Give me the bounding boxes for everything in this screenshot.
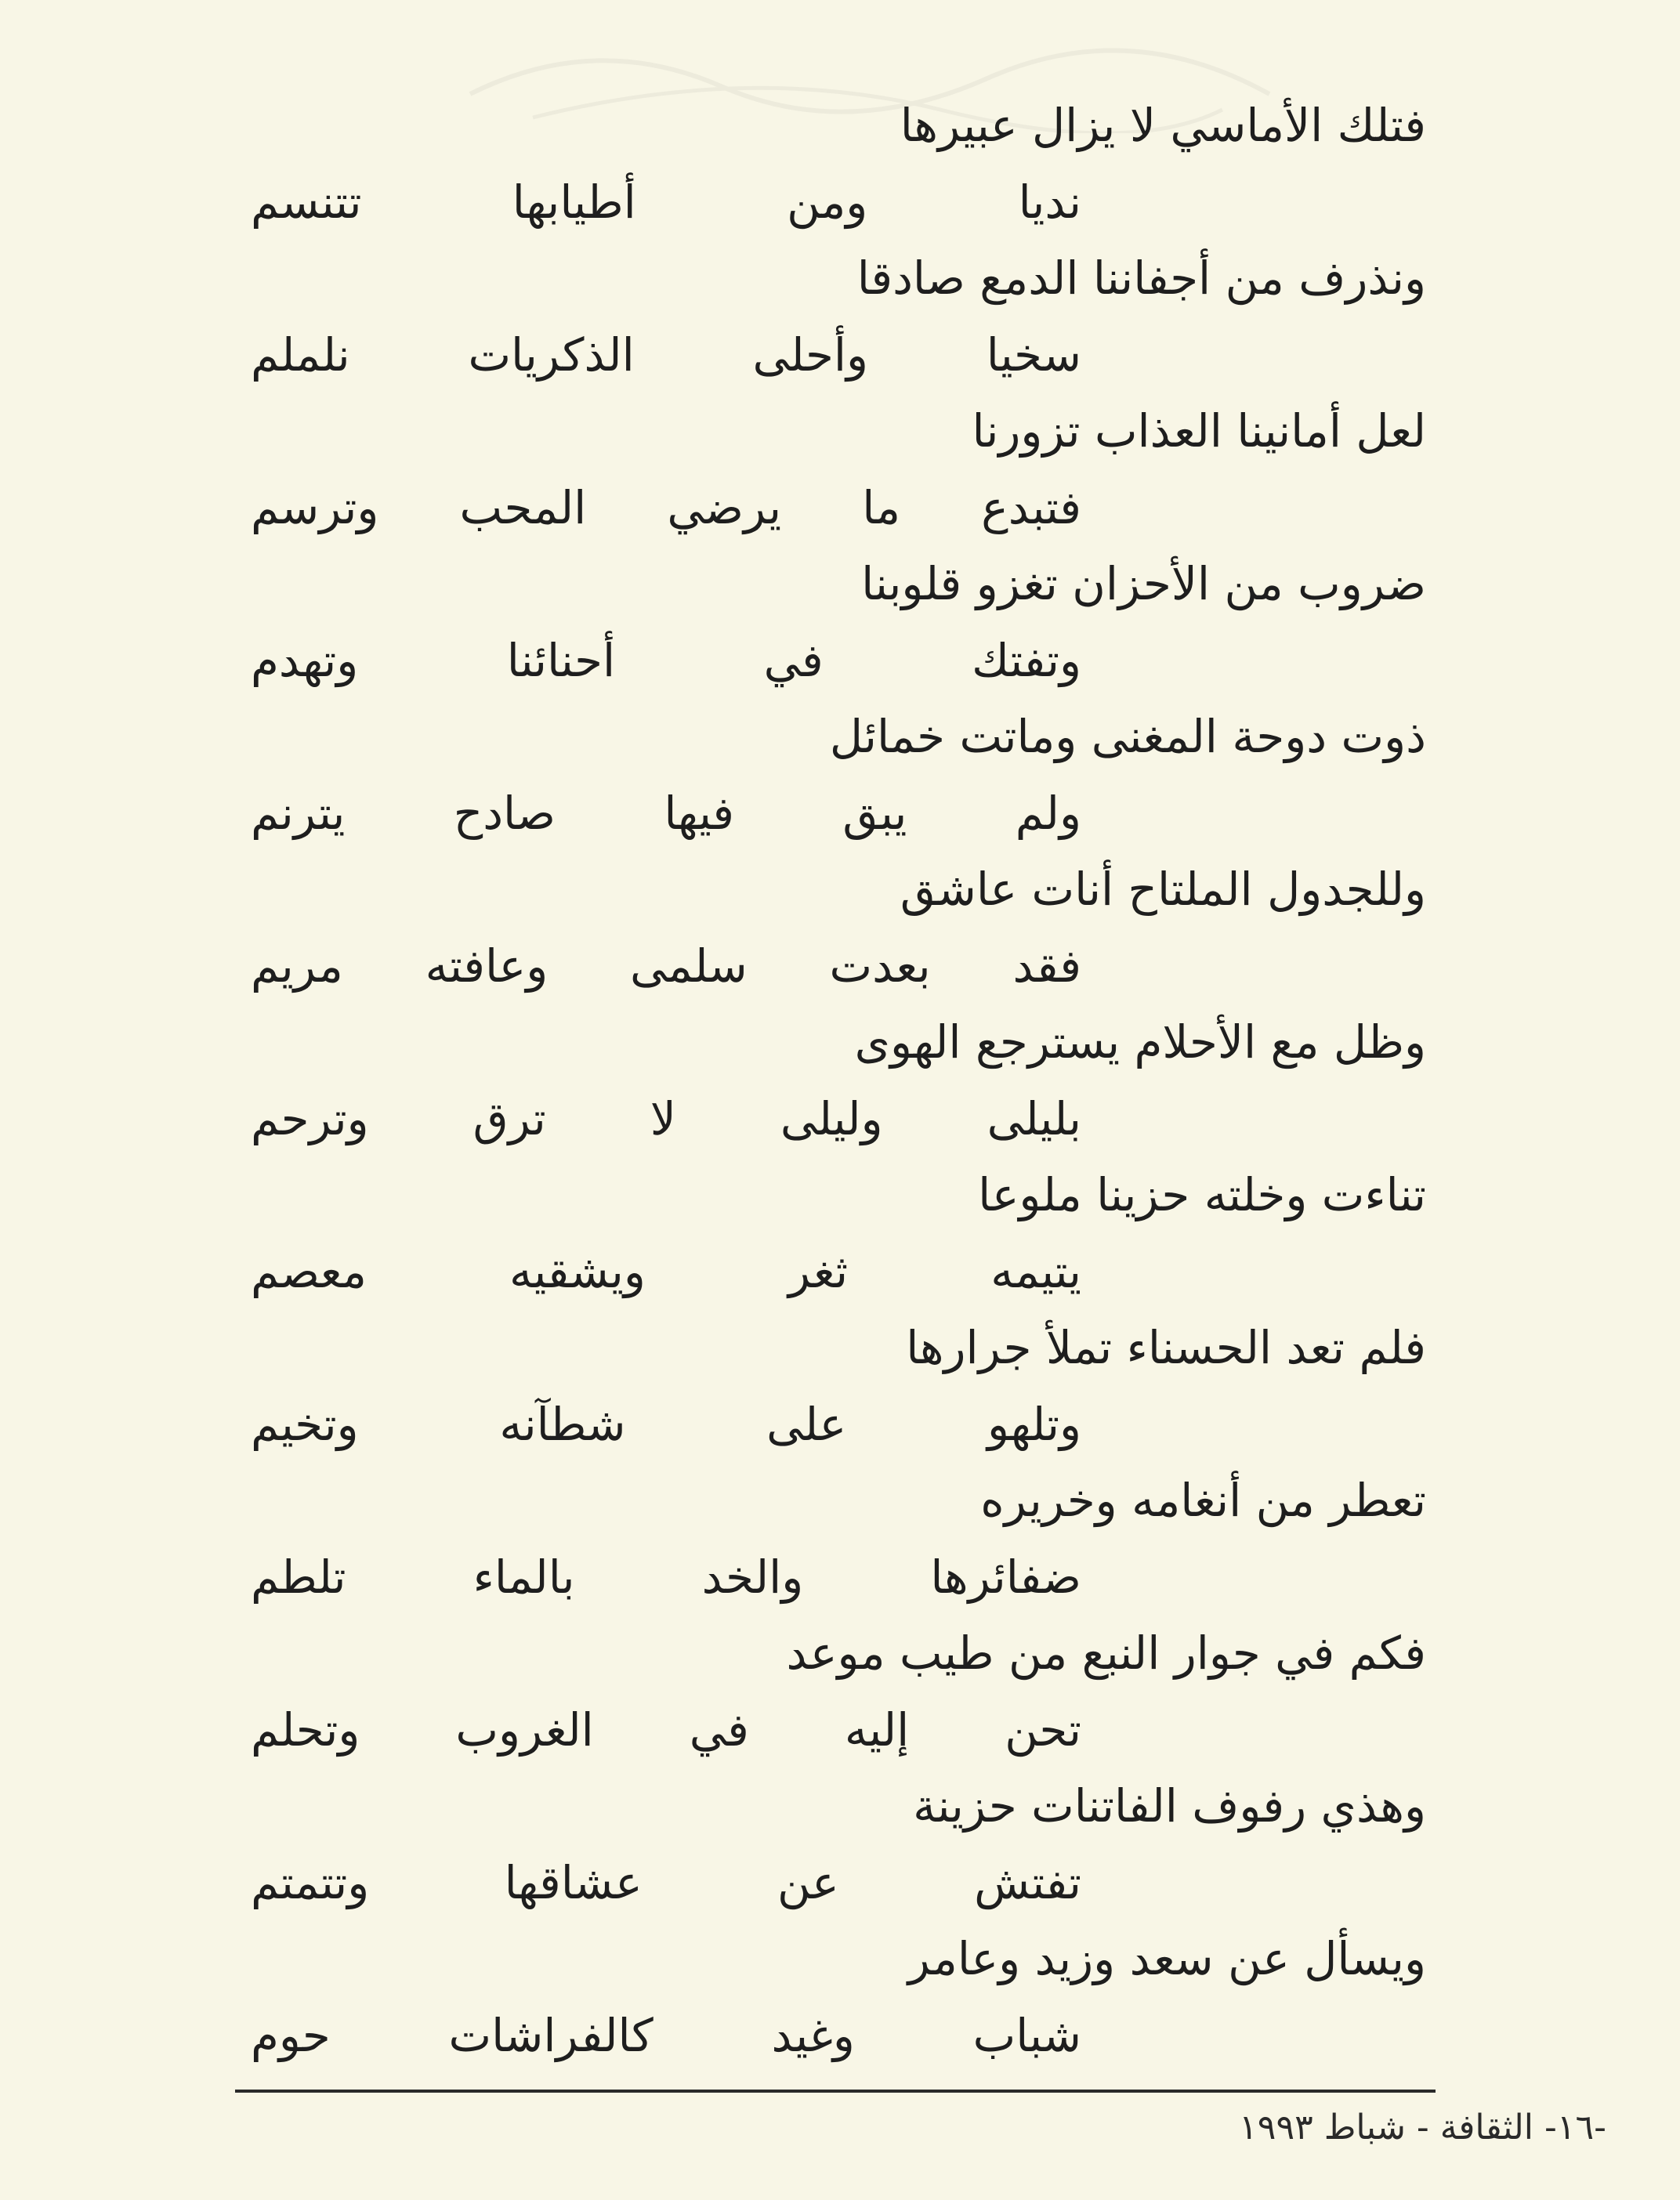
verse-second-hemistich: وتلهو على شطآنه وتخيم [251, 1397, 1081, 1451]
verse-second-hemistich: فقد بعدت سلمى وعافته مريم [251, 939, 1081, 993]
verse-first-hemistich: فكم في جوار النبع من طيب موعد [786, 1626, 1426, 1680]
verse-second-hemistich: وتفتك في أحنائنا وتهدم [251, 633, 1081, 687]
verse-first-hemistich: ذوت دوحة المغنى وماتت خمائل [829, 710, 1426, 763]
verse-first-hemistich: ويسأل عن سعد وزيد وعامر [907, 1932, 1426, 1985]
verse-second-hemistich: بليلى وليلى لا ترق وترحم [251, 1091, 1081, 1145]
verse-second-hemistich: فتبدع ما يرضي المحب وترسم [251, 480, 1081, 534]
page-footer: -١٦- الثقافة - شباط ١٩٩٣ [1239, 2108, 1606, 2148]
verse-first-hemistich: ضروب من الأحزان تغزو قلوبنا [861, 557, 1426, 610]
verse-second-hemistich: شباب وغيد كالفراشات حوم [251, 2008, 1081, 2062]
verse-first-hemistich: فتلك الأماسي لا يزال عبيرها [900, 99, 1426, 152]
verse-second-hemistich: يتيمه ثغر ويشقيه معصم [251, 1244, 1081, 1298]
verse-first-hemistich: لعل أمانينا العذاب تزورنا [972, 404, 1426, 458]
verse-first-hemistich: وهذي رفوف الفاتنات حزينة [913, 1779, 1426, 1833]
verse-first-hemistich: وظل مع الأحلام يسترجع الهوى [854, 1015, 1426, 1069]
verse-second-hemistich: نديا ومن أطيابها تتنسم [251, 175, 1081, 229]
verse-second-hemistich: سخيا وأحلى الذكريات نلملم [251, 327, 1081, 382]
verse-first-hemistich: ونذرف من أجفاننا الدمع صادقا [856, 251, 1426, 305]
verse-second-hemistich: تفتش عن عشاقها وتتمتم [251, 1855, 1081, 1909]
verse-first-hemistich: فلم تعد الحسناء تملأ جرارها [906, 1321, 1426, 1374]
verse-first-hemistich: وللجدول الملتاح أنات عاشق [900, 863, 1426, 916]
verse-second-hemistich: ضفائرها والخد بالماء تلطم [251, 1550, 1081, 1604]
verse-second-hemistich: تحن إليه في الغروب وتحلم [251, 1702, 1081, 1757]
verse-first-hemistich: تناءت وخلته حزينا ملوعا [978, 1168, 1426, 1221]
verse-first-hemistich: تعطر من أنغامه وخريره [980, 1474, 1426, 1527]
verse-second-hemistich: ولم يبق فيها صادح يترنم [251, 786, 1081, 840]
footer-divider [235, 2090, 1436, 2093]
